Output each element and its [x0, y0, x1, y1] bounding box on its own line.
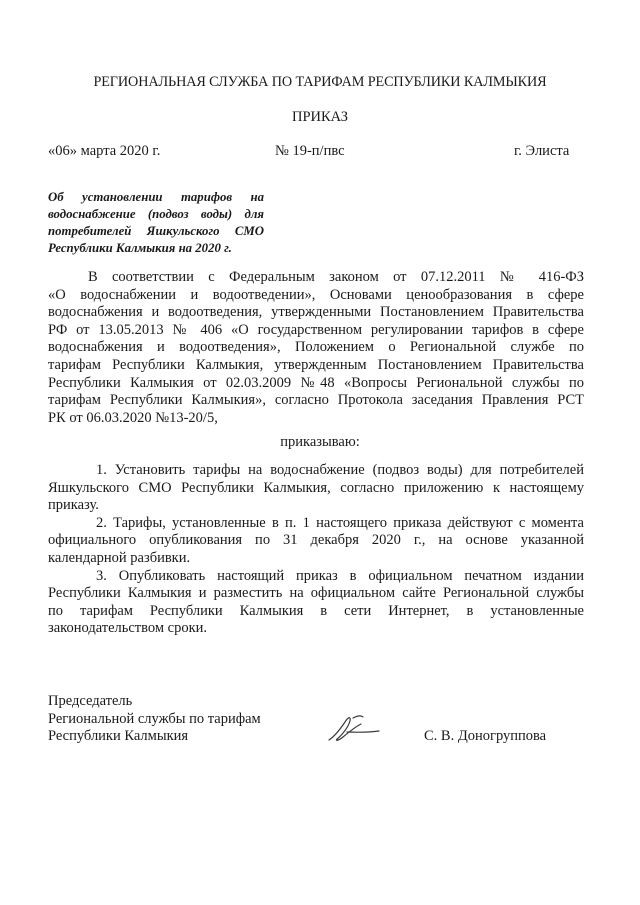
intro-line: В соответствии с Федеральным законом от 07.12.2011 № 416-ФЗ [88, 269, 584, 285]
order-date: «06» марта 2020 г. [48, 143, 161, 159]
position-line: Республики Калмыкия [48, 728, 189, 745]
item-line: законодательством сроки. [48, 620, 208, 637]
order-number: № 19-п/пвс [275, 143, 345, 159]
intro-line: РК от 06.03.2020 №13-20/5, [48, 409, 218, 426]
subject-line: Республики Калмыкия на 2020 г. [48, 241, 232, 255]
item-line: по тарифам Республики Калмыкия в сети Интернет, в установленные [48, 602, 584, 619]
order-item-2 [48, 515, 584, 568]
handwritten-signature [323, 710, 383, 746]
order-item-1 [48, 462, 584, 515]
subject-line: водоснабжение (подвоз воды) для [48, 207, 264, 221]
item-line: приказу. [48, 497, 99, 514]
intro-line: водоснабжения и водоотведения», Положением о Региональной службе по [48, 339, 584, 356]
item-line: официального опубликования по 31 декабря 2020 г., на основе указанной [48, 532, 584, 549]
order-word: приказываю: [280, 434, 360, 450]
item-line: Яшкульского СМО Республики Калмыкия, согласно приложению к настоящему [48, 479, 584, 496]
order-items [48, 462, 584, 638]
item-line: 2. Тарифы, установленные в п. 1 настоящего приказа действуют с момента [96, 514, 584, 531]
intro-paragraph [48, 269, 584, 427]
position-line: Председатель [48, 693, 133, 709]
intro-line: тарифам Республики Калмыкия, утвержденным Постановлением Правительства [48, 356, 584, 373]
subject-line: потребителей Яшкульского СМО [48, 224, 264, 238]
intro-line: РФ от 13.05.2013 № 406 «О государственном регулировании тарифов в сфере [48, 321, 584, 338]
item-line: Республики Калмыкия и разместить на официальном сайте Региональной службы [48, 585, 584, 602]
document-type-title: ПРИКАЗ [291, 109, 349, 125]
item-line: календарной разбивки. [48, 549, 191, 566]
signer-name: С. В. Доногруппова [424, 728, 547, 744]
intro-line: Республики Калмыкия от 02.03.2009 №48 «Вопросы Региональной службы по [48, 374, 584, 391]
item-line: 3. Опубликовать настоящий приказ в официальном печатном издании [96, 567, 584, 584]
intro-line: «О водоснабжении и водоотведении», Основами ценообразования в сфере [48, 286, 584, 303]
item-line: 1. Установить тарифы на водоснабжение (подвоз воды) для потребителей [96, 462, 584, 478]
order-item-3 [48, 568, 584, 638]
organization-title: РЕГИОНАЛЬНАЯ СЛУЖБА ПО ТАРИФАМ РЕСПУБЛИКИ КАЛМЫКИЯ [93, 74, 547, 90]
position-line: Региональной службы по тарифам [48, 710, 261, 727]
order-subject [48, 189, 264, 257]
subject-line: Об установлении тарифов на [48, 190, 264, 204]
order-city: г. Элиста [514, 143, 570, 159]
signatory-position [48, 693, 261, 746]
intro-line: водоснабжения и водоотведения, утвержденными Постановлением Правительства [48, 304, 584, 321]
intro-line: тарифам Республики Калмыкия», согласно Протокола заседания Правления РСТ [48, 392, 584, 409]
